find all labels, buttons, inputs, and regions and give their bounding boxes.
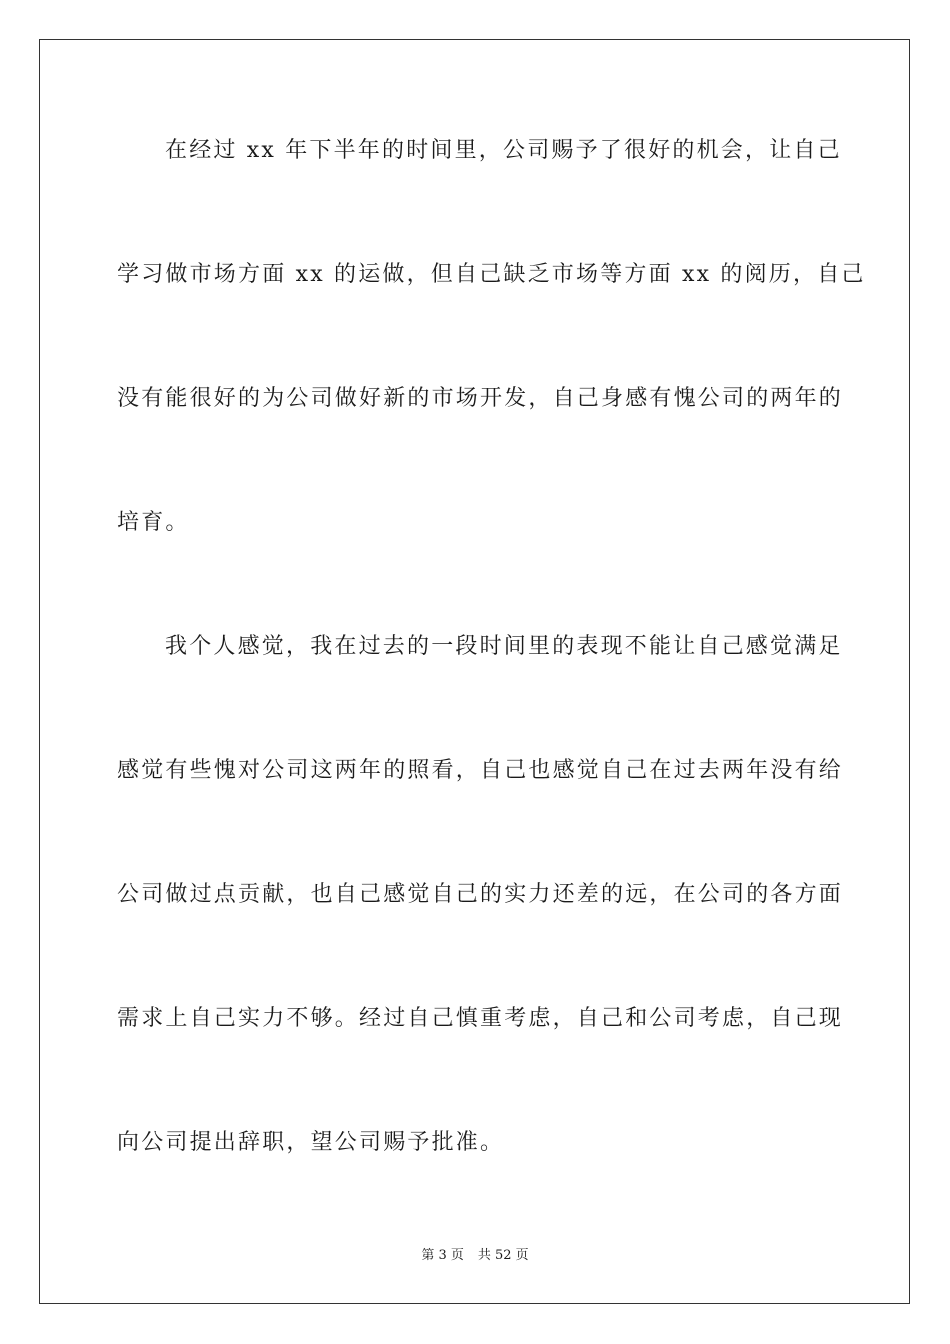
page-footer xyxy=(0,1248,950,1264)
paragraph-line: 学习做市场方面 xx 的运做，但自己缺乏市场等方面 xx 的阅历，自己 xyxy=(117,262,866,287)
paragraph-line: 公司做过点贡献，也自己感觉自己的实力还差的远，在公司的各方面 xyxy=(117,882,844,907)
paragraph-line: 感觉有些愧对公司这两年的照看，自己也感觉自己在过去两年没有给 xyxy=(117,758,844,783)
paragraph-line: 没有能很好的为公司做好新的市场开发，自己身感有愧公司的两年的 xyxy=(117,386,844,411)
page-border xyxy=(39,39,910,1304)
paragraph-line: 在经过 xx 年下半年的时间里，公司赐予了很好的机会，让自己 xyxy=(165,138,842,163)
page-number: 第 3 页 xyxy=(421,1248,464,1263)
paragraph-line: 培育。 xyxy=(117,510,190,535)
paragraph-line: 我个人感觉，我在过去的一段时间里的表现不能让自己感觉满足 xyxy=(165,634,843,659)
page-total: 共 52 页 xyxy=(477,1248,529,1263)
paragraph-line: 需求上自己实力不够。经过自己慎重考虑，自己和公司考虑，自己现 xyxy=(117,1006,844,1031)
paragraph-line: 向公司提出辞职，望公司赐予批准。 xyxy=(117,1130,505,1155)
